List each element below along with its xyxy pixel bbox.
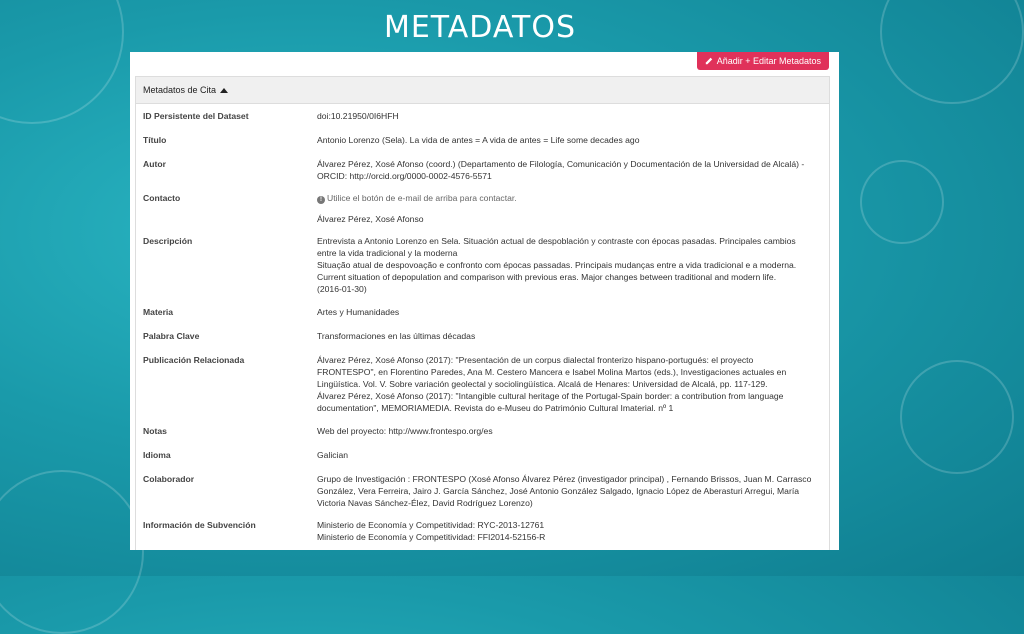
pencil-icon — [705, 57, 713, 65]
row-value: Antonio Lorenzo (Sela). La vida de antes = A vida de antes = Life some decades ago — [317, 135, 640, 145]
row-label: Publicación Relacionada — [143, 355, 245, 365]
publication-line: FRONTESPO", en Florentino Paredes, Ana M. Cestero Mancera e Isabel Molina Martos (eds.), Investigaciones actuales en — [317, 367, 787, 377]
row-label: Colaborador — [143, 474, 195, 484]
metadata-row-title — [136, 134, 829, 158]
row-label: Información de Subvención — [143, 520, 256, 530]
publication-line: documentation", MEMORIAMEDIA. Revista do e-Museu do Património Cultural Imaterial. nº 1 — [317, 403, 674, 413]
slide-title: METADATOS — [383, 10, 577, 45]
author-orcid: ORCID: http://orcid.org/0000-0002-4576-5571 — [317, 171, 492, 181]
row-label: Notas — [143, 426, 167, 436]
contact-hint: Utilice el botón de e-mail de arriba para contactar. — [327, 193, 517, 203]
metadata-row-subject — [136, 306, 829, 330]
row-label: Título — [143, 135, 167, 145]
contributor-line: Victoria Navas Sánchez-Élez, David Rodríguez Lorenzo) — [317, 498, 533, 508]
description-line: entre la vida tradicional y la moderna — [317, 248, 458, 258]
metadata-row-author — [136, 158, 829, 192]
row-label: Descripción — [143, 236, 193, 246]
metadata-panel — [130, 52, 839, 550]
row-label: Autor — [143, 159, 166, 169]
row-value — [317, 158, 817, 192]
row-label: Contacto — [143, 193, 181, 203]
card-header[interactable] — [136, 77, 829, 104]
metadata-row-description — [136, 235, 829, 306]
metadata-row-language — [136, 449, 829, 473]
row-value: Web del proyecto: http://www.frontespo.org/es — [317, 426, 493, 436]
metadata-row-contact — [136, 192, 829, 235]
row-value — [317, 354, 817, 425]
edit-metadata-label: Añadir + Editar Metadatos — [716, 56, 821, 66]
contact-name: Álvarez Pérez, Xosé Afonso — [317, 214, 424, 224]
row-value: doi:10.21950/0I6HFH — [317, 111, 399, 121]
description-line: Entrevista a Antonio Lorenzo en Sela. Situación actual de despoblación y contraste con épocas pasadas. Principales cambios — [317, 236, 796, 246]
contributor-line: Grupo de Investigación : FRONTESPO (Xosé Afonso Álvarez Pérez (investigador principal) , Fernando Brissos, Juan M. Carrasco — [317, 474, 812, 484]
info-icon: ! — [317, 196, 325, 204]
metadata-row-keyword — [136, 330, 829, 354]
deco-circle — [0, 470, 144, 634]
deco-circle — [860, 160, 944, 244]
row-label: Idioma — [143, 450, 171, 460]
row-value: Galician — [317, 450, 349, 460]
description-line: Current situation of depopulation and comparison with previous eras. Major changes between traditional and modern life. — [317, 272, 777, 282]
publication-line: Álvarez Pérez, Xosé Afonso (2017): "Presentación de un corpus dialectal fronterizo hispano-portugués: el proyecto — [317, 355, 754, 365]
row-label: Palabra Clave — [143, 331, 200, 341]
edit-metadata-button[interactable] — [697, 52, 829, 70]
citation-metadata-card — [135, 76, 830, 550]
metadata-row-id — [136, 110, 829, 134]
metadata-row-grant — [136, 519, 829, 547]
publication-line: Lingüística. Vol. V. Sobre variación geolectal y sociolingüística. Alcalá de Henares: Universidad de Alcalá, pp. 117-129. — [317, 379, 768, 389]
row-value — [317, 473, 817, 519]
metadata-row-notes — [136, 425, 829, 449]
caret-up-icon — [220, 87, 228, 93]
grant-line: Ministerio de Economía y Competitividad: RYC-2013-12761 — [317, 520, 545, 530]
metadata-row-contributor — [136, 473, 829, 519]
description-line: (2016-01-30) — [317, 284, 367, 294]
author-line: Álvarez Pérez, Xosé Afonso (coord.) (Departamento de Filología, Comunicación y Documentación de la Universidad de Alcalá) - — [317, 159, 805, 169]
row-value: Transformaciones en las últimas décadas — [317, 331, 476, 341]
row-value: Artes y Humanidades — [317, 307, 400, 317]
row-value — [317, 192, 817, 235]
deco-circle — [900, 360, 1014, 474]
contributor-line: González, Vera Ferreira, Jairo J. García Sánchez, José Antonio González Salgado, Ignacio López de Aberasturi Arregui, María — [317, 486, 799, 496]
publication-line: Álvarez Pérez, Xosé Afonso (2017): "Intangible cultural heritage of the Portugal-Spain border: a contribution from language — [317, 391, 784, 401]
row-label: Materia — [143, 307, 174, 317]
row-label: ID Persistente del Dataset — [143, 111, 249, 121]
row-value — [317, 235, 817, 306]
metadata-row-publication — [136, 354, 829, 425]
row-value — [317, 519, 817, 547]
description-line: Situação atual de despovoação e confronto com épocas passadas. Principais mudanças entre a vida tradicional e a moderna. — [317, 260, 797, 270]
card-header-label: Metadatos de Cita — [143, 85, 217, 95]
grant-line: Ministerio de Economía y Competitividad: FFI2014-52156-R — [317, 532, 546, 542]
